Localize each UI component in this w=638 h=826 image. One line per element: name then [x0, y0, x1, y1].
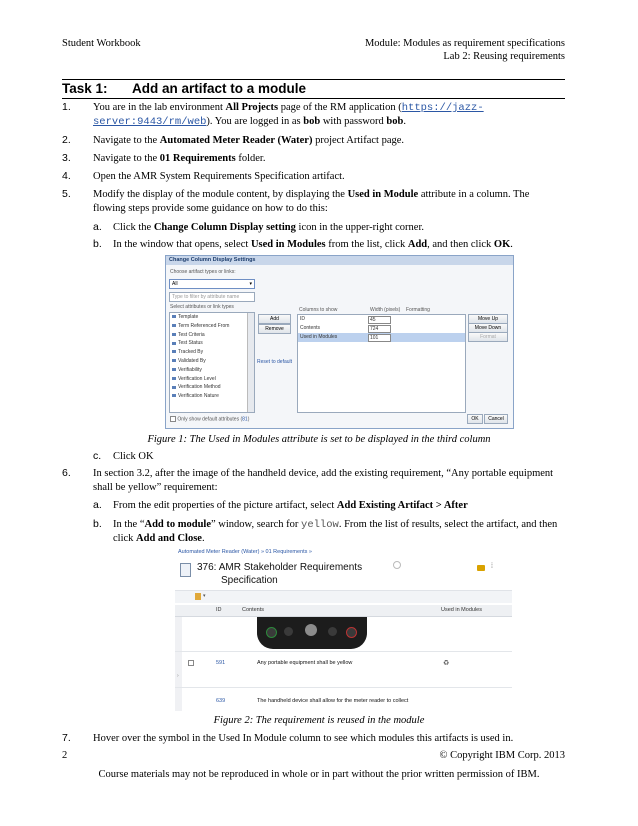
step-5b-text: In the window that opens, select Used in Modules from the list, click Add, and then click OK.: [113, 239, 513, 250]
table-row[interactable]: [175, 659, 512, 673]
step-6a-number: a.: [93, 499, 102, 511]
attribute-list-item[interactable]: [170, 348, 254, 357]
expand-icon[interactable]: ›: [177, 673, 179, 679]
attribute-icon: [172, 386, 176, 389]
attribute-label: Verifiability: [178, 366, 202, 373]
step-5c-text: Click OK: [113, 451, 154, 462]
attribute-list-item[interactable]: [170, 383, 254, 392]
handheld-device-image[interactable]: [257, 617, 367, 649]
add-button[interactable]: Add: [258, 314, 291, 324]
column-width-input[interactable]: 101: [368, 334, 391, 342]
row-id-link[interactable]: 639: [216, 698, 226, 704]
copyright: © Copyright IBM Corp. 2013: [439, 750, 565, 761]
step-2-number: 2.: [62, 134, 71, 146]
home-button-icon: [284, 627, 293, 636]
select-attributes-label: Select attributes or link types: [170, 304, 234, 310]
columns-to-show-label: Columns to show: [299, 307, 338, 313]
step-1-number: 1.: [62, 101, 71, 113]
back-button-icon: [328, 627, 337, 636]
column-used-in-modules[interactable]: Used in Modules: [441, 607, 482, 613]
attribute-list[interactable]: [169, 312, 255, 413]
attribute-icon: [172, 350, 176, 353]
attribute-filter-input[interactable]: [169, 292, 255, 302]
attribute-icon: [172, 394, 176, 397]
step-1-text: You are in the lab environment All Projects page of the RM application (https://jazz- server:9443/rm/web). You are logged in as bob with password bob.: [93, 102, 484, 128]
step-3-number: 3.: [62, 152, 71, 164]
module-title-area: [175, 559, 512, 587]
module-breadcrumb[interactable]: Automated Meter Reader (Water) » 01 Requirements »: [178, 549, 312, 555]
end-call-button-icon: [346, 627, 357, 638]
step-7-number: 7.: [62, 732, 71, 744]
attribute-list-item[interactable]: [170, 331, 254, 340]
reuse-icon[interactable]: ♻: [443, 660, 450, 667]
step-5a-text: Click the Change Column Display setting icon in the upper-right corner.: [113, 222, 424, 233]
step-7-text: Hover over the symbol in the Used In Module column to see which modules this artifacts is used in.: [93, 733, 514, 744]
dialog-title: Change Column Display Settings: [166, 256, 513, 265]
row-id-link[interactable]: 591: [216, 660, 226, 666]
attribute-list-item[interactable]: [170, 366, 254, 375]
step-5c-number: c.: [93, 450, 102, 462]
module-table-header: [175, 605, 512, 617]
step-5a-number: a.: [93, 221, 102, 233]
module-toolbar: [175, 590, 512, 603]
task-number: Task 1:: [62, 81, 108, 96]
move-down-button[interactable]: Move Down: [468, 323, 508, 333]
center-button-icon: [305, 624, 317, 636]
attribute-label: Tracked By: [178, 349, 204, 356]
attribute-icon: [172, 359, 176, 362]
attribute-label: Template: [178, 314, 199, 320]
row-divider: [175, 651, 512, 652]
attribute-icon: [172, 377, 176, 380]
cancel-button[interactable]: Cancel: [484, 414, 508, 424]
column-contents[interactable]: Contents: [242, 607, 265, 613]
step-3-text: Navigate to the 01 Requirements folder.: [93, 153, 266, 164]
module-title-line1: 376: AMR Stakeholder Requirements: [197, 562, 363, 573]
more-icon[interactable]: ⁞: [491, 563, 493, 570]
row-checkbox[interactable]: [188, 660, 194, 666]
column-name: Contents: [300, 325, 321, 331]
step-5-number: 5.: [62, 188, 71, 200]
footer-notice: Course materials may not be reproduced in whole or in part without the prior written permission of IBM.: [98, 769, 540, 780]
attribute-icon: [172, 333, 176, 336]
step-2-text: Navigate to the Automated Meter Reader (Water) project Artifact page.: [93, 135, 405, 146]
artifact-type-select[interactable]: [169, 279, 255, 289]
attribute-label: Test Status: [178, 340, 203, 347]
server-url-link-cont[interactable]: server:9443/rm/web: [93, 116, 207, 128]
step-5-text: Modify the display of the module content, by displaying the Used in Module attribute in a column. The flowing steps provide some guidance on how to do this:: [93, 189, 530, 214]
column-id[interactable]: ID: [216, 607, 222, 613]
task-title: Add an artifact to a module: [132, 81, 307, 96]
header-right-line2: Lab 2: Reusing requirements: [443, 51, 565, 62]
attribute-icon: [172, 315, 176, 318]
figure-1-caption: Figure 1: The Used in Modules attribute is set to be displayed in the third column: [147, 434, 491, 445]
step-4-text: Open the AMR System Requirements Specification artifact.: [93, 171, 345, 182]
format-button[interactable]: Format: [468, 332, 508, 342]
module-view-screenshot: [175, 547, 512, 711]
step-6-number: 6.: [62, 467, 71, 479]
step-6a-text: From the edit properties of the picture artifact, select Add Existing Artifact > After: [113, 500, 468, 511]
formatting-label: Formatting: [406, 307, 430, 313]
chevron-down-icon: ▾: [249, 281, 252, 287]
only-default-checkbox[interactable]: [170, 416, 176, 422]
column-settings-dialog: [165, 255, 514, 429]
attribute-icon: [172, 368, 176, 371]
step-6b-number: b.: [93, 518, 102, 530]
page-number: 2: [62, 750, 68, 761]
attribute-label: Term Referenced From: [178, 322, 230, 329]
attribute-label: Verification Method: [178, 384, 221, 391]
column-row[interactable]: [298, 333, 465, 342]
header-rule: [62, 79, 565, 80]
artifact-type-value: All: [172, 281, 178, 287]
ok-button[interactable]: OK: [467, 414, 483, 424]
row-content: The handheld device shall allow for the meter reader to collect: [257, 698, 409, 704]
document-icon: [180, 563, 191, 577]
choose-types-label: Choose artifact types or links:: [170, 269, 236, 275]
attribute-list-item[interactable]: [170, 375, 254, 384]
move-up-button[interactable]: Move Up: [468, 314, 508, 324]
row-divider-2: [175, 687, 512, 688]
column-width-input[interactable]: 45: [368, 316, 391, 324]
column-row[interactable]: [298, 324, 465, 333]
column-width-input[interactable]: 724: [368, 325, 391, 333]
columns-table[interactable]: [297, 314, 466, 413]
task-rule: [62, 98, 565, 99]
view-menu-chevron-icon[interactable]: ▾: [203, 593, 206, 599]
figure-2-caption: Figure 2: The requirement is reused in the module: [213, 715, 425, 726]
help-icon[interactable]: [393, 561, 401, 569]
server-url-link[interactable]: https://jazz-: [401, 102, 484, 114]
step-6b-text: In the “Add to module” window, search for yellow. From the list of results, select the artifact, and then click Add and Close.: [113, 519, 558, 544]
step-4-number: 4.: [62, 170, 71, 182]
column-name: ID: [300, 316, 305, 322]
call-button-icon: [266, 627, 277, 638]
attribute-icon: [172, 342, 176, 345]
attribute-list-item[interactable]: [170, 339, 254, 348]
attribute-list-item[interactable]: [170, 357, 254, 366]
attribute-list-item[interactable]: [170, 392, 254, 401]
header-right-line1: Module: Modules as requirement specifications: [364, 38, 565, 49]
reset-default-link[interactable]: Reset to default: [257, 359, 293, 365]
filter-placeholder: Type to filter by attribute name: [172, 294, 240, 300]
step-6-text: In section 3.2, after the image of the handheld device, add the existing requirement, “Any portable equipment shall be yellow” requirement:: [93, 468, 554, 493]
column-name: Used in Modules: [300, 334, 338, 340]
attribute-icon: [172, 324, 176, 327]
attribute-label: Validated By: [178, 357, 206, 364]
width-label: Width (pixels): [370, 307, 401, 313]
filter-icon[interactable]: [195, 593, 201, 600]
module-title-line2: Specification: [221, 575, 278, 586]
attribute-list-item[interactable]: [170, 322, 254, 331]
attribute-list-scrollbar[interactable]: [247, 313, 254, 412]
column-row[interactable]: [298, 315, 465, 324]
tag-icon[interactable]: [477, 565, 485, 571]
attribute-label: Verification Level: [178, 375, 216, 382]
attribute-label: Test Criteria: [178, 331, 205, 338]
remove-button[interactable]: Remove: [258, 324, 291, 334]
only-default-checkbox-label[interactable]: Only show default attributes (81): [170, 416, 249, 422]
row-content: Any portable equipment shall be yellow: [257, 660, 353, 666]
attribute-label: Verification Nature: [178, 393, 219, 400]
attribute-list-item[interactable]: [170, 313, 254, 322]
header-left: Student Workbook: [62, 38, 141, 49]
step-5b-number: b.: [93, 238, 102, 250]
table-row[interactable]: [175, 697, 512, 709]
